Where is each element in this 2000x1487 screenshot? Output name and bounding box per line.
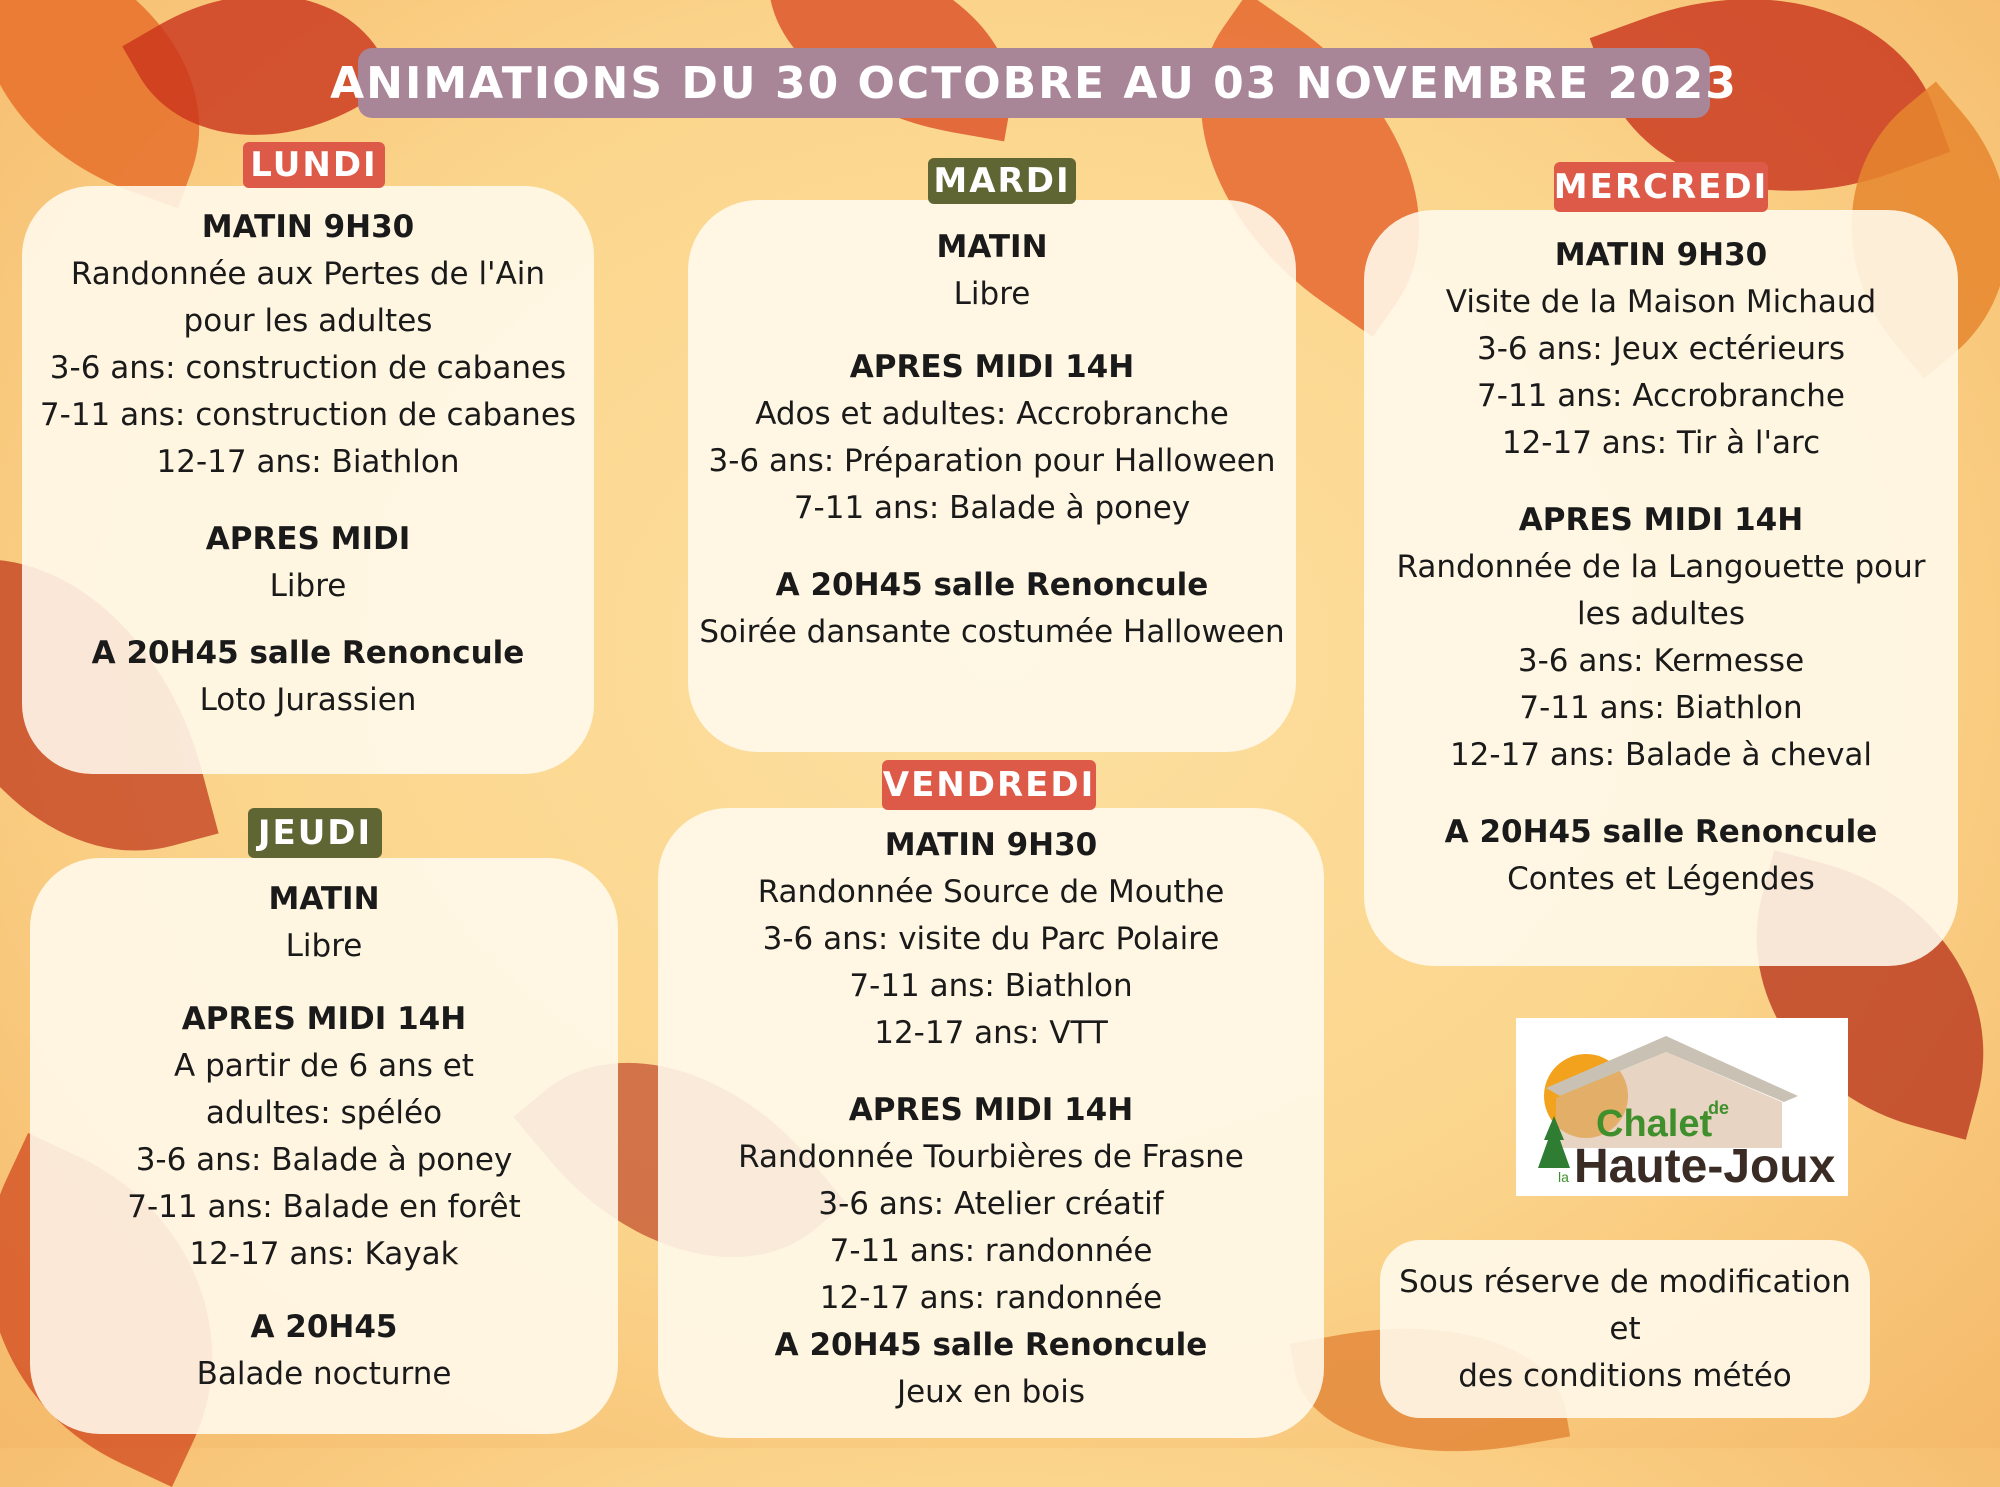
section-heading: APRES MIDI (205, 521, 411, 557)
activity-line: Loto Jurassien (199, 682, 417, 718)
section-heading: A 20H45 salle Renoncule (774, 1327, 1208, 1363)
activity-line: pour les adultes (183, 303, 433, 339)
activity-line: Libre (953, 276, 1031, 312)
activity-line: Soirée dansante costumée Halloween (699, 614, 1285, 650)
activity-line: les adultes (1576, 596, 1745, 632)
card-jeudi (30, 858, 618, 1434)
activity-line: 7-11 ans: Biathlon (1519, 690, 1803, 726)
activity-line: Randonnée de la Langouette pour (1396, 549, 1926, 585)
activity-line: 7-11 ans: randonnée (829, 1233, 1153, 1269)
activity-line: 12-17 ans: VTT (874, 1015, 1108, 1051)
section-heading: MATIN 9H30 (1554, 237, 1768, 273)
logo-text-chalet: Chalet (1596, 1103, 1713, 1145)
activity-line: Randonnée Source de Mouthe (757, 874, 1225, 910)
activity-line: 12-17 ans: Tir à l'arc (1501, 425, 1821, 461)
activity-line: 3-6 ans: construction de cabanes (49, 350, 567, 386)
activity-line: 7-11 ans: Balade en forêt (127, 1189, 521, 1225)
section-heading: A 20H45 salle Renoncule (91, 635, 525, 671)
logo-text-la: la (1558, 1169, 1569, 1185)
chalet-logo (1516, 1018, 1848, 1196)
card-lundi (22, 186, 594, 774)
activity-line: 3-6 ans: Kermesse (1517, 643, 1805, 679)
day-label-lundi: LUNDI (243, 142, 385, 188)
section-heading: MATIN 9H30 (884, 827, 1098, 863)
activity-line: Libre (285, 928, 363, 964)
day-label-mercredi: MERCREDI (1554, 162, 1768, 212)
section-heading: MATIN 9H30 (201, 209, 415, 245)
activity-line: Randonnée aux Pertes de l'Ain (70, 256, 546, 292)
activity-line: 7-11 ans: construction de cabanes (39, 397, 577, 433)
activity-line: 7-11 ans: Balade à poney (793, 490, 1191, 526)
activity-line: A partir de 6 ans et (174, 1048, 474, 1084)
activity-line: Balade nocturne (196, 1356, 452, 1392)
activity-line: 3-6 ans: Jeux ectérieurs (1477, 331, 1845, 367)
activity-line: Visite de la Maison Michaud (1445, 284, 1877, 320)
day-label-jeudi: JEUDI (248, 808, 382, 858)
day-label-mardi: MARDI (928, 158, 1076, 204)
activity-line: 7-11 ans: Accrobranche (1477, 378, 1845, 414)
day-label-vendredi: VENDREDI (882, 760, 1096, 810)
section-heading: APRES MIDI 14H (181, 1001, 467, 1037)
card-mardi (688, 200, 1296, 752)
page-title: ANIMATIONS DU 30 OCTOBRE AU 03 NOVEMBRE 2023 (330, 57, 1738, 109)
section-heading: A 20H45 (250, 1309, 398, 1345)
activity-line: 7-11 ans: Biathlon (849, 968, 1133, 1004)
activity-line: 3-6 ans: Atelier créatif (818, 1186, 1164, 1222)
activity-line: 12-17 ans: Biathlon (156, 444, 460, 480)
activity-line: Ados et adultes: Accrobranche (755, 396, 1229, 432)
disclaimer-line: Sous réserve de modification et (1399, 1263, 1851, 1347)
activity-line: Contes et Légendes (1507, 861, 1815, 897)
activity-line: adultes: spéléo (205, 1095, 443, 1131)
disclaimer-line: des conditions météo (1458, 1357, 1792, 1394)
activity-line: Jeux en bois (896, 1374, 1086, 1410)
section-heading: APRES MIDI 14H (1518, 502, 1804, 538)
section-heading: A 20H45 salle Renoncule (775, 567, 1209, 603)
activity-line: 12-17 ans: Kayak (189, 1236, 459, 1272)
section-heading: APRES MIDI 14H (848, 1092, 1134, 1128)
logo-text-haute-joux: Haute-Joux (1574, 1140, 1836, 1193)
card-mercredi (1364, 210, 1958, 966)
activity-line: 3-6 ans: Préparation pour Halloween (708, 443, 1276, 479)
section-heading: A 20H45 salle Renoncule (1444, 814, 1878, 850)
activity-line: 3-6 ans: visite du Parc Polaire (762, 921, 1220, 957)
activity-line: 3-6 ans: Balade à poney (135, 1142, 513, 1178)
section-heading: APRES MIDI 14H (849, 349, 1135, 385)
activity-line: Libre (269, 568, 347, 604)
disclaimer-card (1380, 1240, 1870, 1418)
activity-line: Randonnée Tourbières de Frasne (738, 1139, 1244, 1175)
section-heading: MATIN (268, 881, 380, 917)
card-vendredi (658, 808, 1324, 1438)
logo-text-de: de (1708, 1098, 1730, 1118)
activity-line: 12-17 ans: Balade à cheval (1449, 737, 1873, 773)
logo-graphic (1516, 1018, 1848, 1196)
page-title-banner (330, 48, 1738, 118)
activity-line: 12-17 ans: randonnée (819, 1280, 1163, 1316)
section-heading: MATIN (936, 229, 1048, 265)
